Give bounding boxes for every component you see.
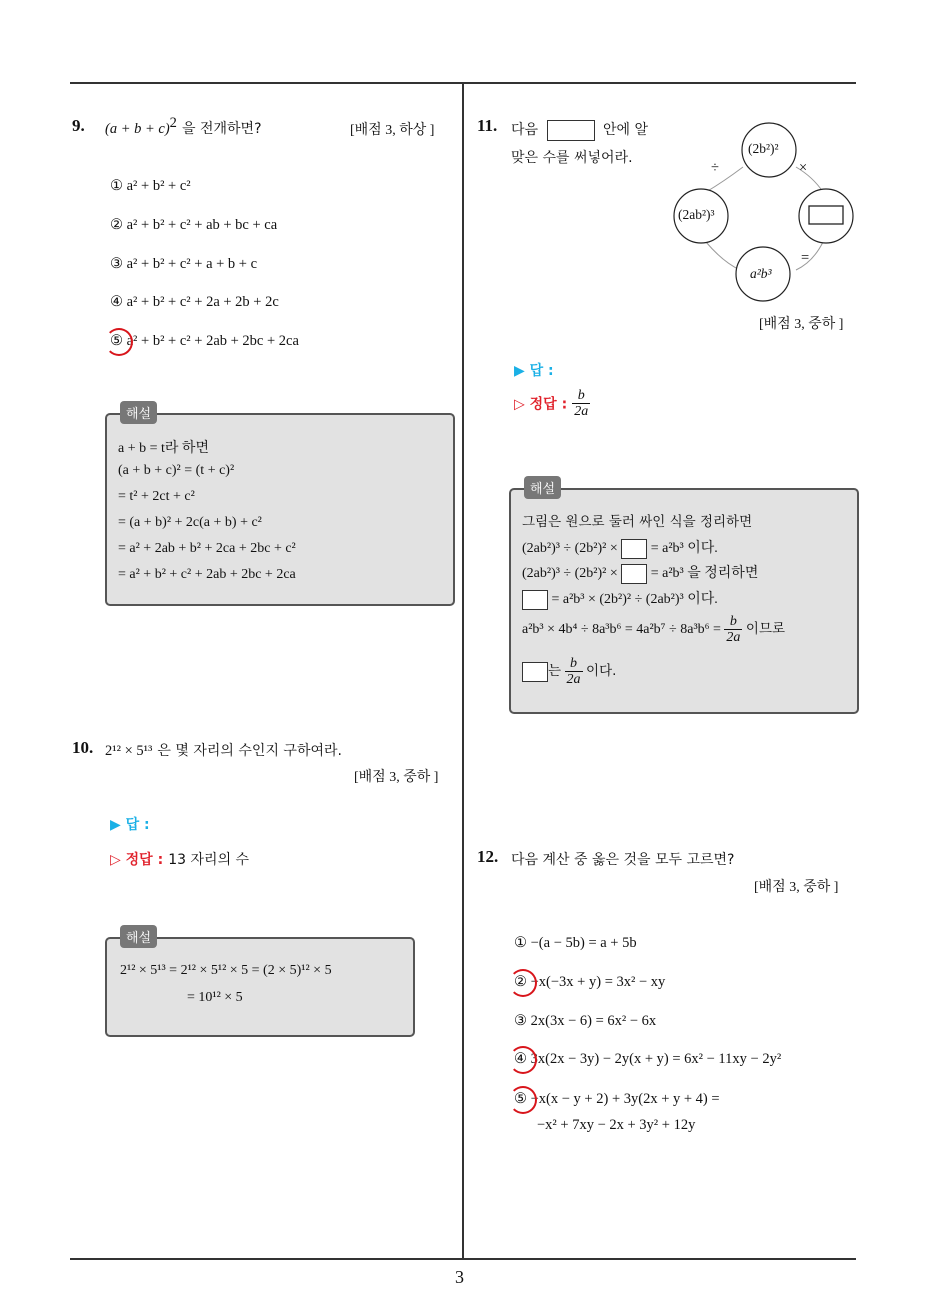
q9-explain-line: = a² + b² + c² + 2ab + 2bc + 2ca [118,567,296,582]
q10-stem-text: 은 몇 자리의 수인지 구하여라. [157,743,342,759]
q11-explain-line: (2ab²)³ ÷ (2b²)² × = a²b³ 이다. [522,537,718,559]
q11-correct-fraction: $\frac{b}{2a}$ [574,388,589,420]
q11-explain-blank [522,590,548,610]
q10-explain-line: = 10¹² × 5 [187,990,243,1005]
bottom-rule [70,1258,856,1260]
q11-diagram-bottom-label: a²b³ [750,266,772,281]
q11-diagram-left-label: (2ab²)³ [678,207,715,222]
q10-correct-answer [110,849,249,869]
q11-stem-a: 다음 [511,122,539,138]
q10-explain-line: 2¹² × 5¹³ = 2¹² × 5¹² × 5 = (2 × 5)¹² × 5 [120,963,332,978]
q11-explain-blank [522,662,548,682]
q12-correct-mark-icon [509,1046,537,1074]
q11-explain-blank [621,564,647,584]
q9-explanation-label: 해설 [120,401,157,424]
q12-option-3[interactable]: ③ 2x(3x − 6) = 6x² − 6x [514,1013,657,1029]
q10-correct-label: ▷ 정답 : [110,852,164,868]
q11-tag: [배점 3, 중하 ] [759,317,844,332]
q9-correct-mark-icon [105,328,133,356]
q11-explanation-label: 해설 [524,476,561,499]
q11-op-div: ÷ [711,160,719,176]
q9-option-4[interactable]: ④ a² + b² + c² + 2a + 2b + 2c [110,294,279,310]
q10-stem-math: 2¹² × 5¹³ [105,743,153,759]
q10-number: 10. [72,738,94,757]
q9-tag: [배점 3, 하상 ] [350,123,435,138]
q11-explain-line: = a²b³ × (2b²)² ÷ (2ab²)³ 이다. [522,588,718,610]
q11-stem-c: 맞은 수를 써넣어라. [511,150,633,166]
page-number: 3 [455,1267,464,1287]
q9-stem-exp: 2 [169,115,177,131]
q12-correct-mark-icon [509,1086,537,1114]
q12-option-5[interactable]: ⑤ −x(x − y + 2) + 3y(2x + y + 4) = [514,1091,720,1107]
q11-diagram-blank [809,206,843,224]
q12-correct-mark-icon [509,969,537,997]
q11-blank-box[interactable] [547,120,595,141]
column-divider [462,83,464,1258]
q11-explain-line: (2ab²)³ ÷ (2b²)² × = a²b³ 을 정리하면 [522,562,758,584]
q11-correct-answer [514,388,590,420]
q9-option-1[interactable]: ① a² + b² + c² [110,178,191,194]
q10-explanation-box [105,937,415,1037]
q11-stem-line1 [511,119,648,141]
q10-correct-value: 13 자리의 수 [168,852,250,868]
q9-number: 9. [72,116,85,135]
q9-option-3[interactable]: ③ a² + b² + c² + a + b + c [110,256,258,272]
q9-explain-line: = a² + 2ab + b² + 2ca + 2bc + c² [118,541,296,556]
q12-number: 12. [477,847,499,866]
q12-option-4[interactable]: ④ 3x(2x − 3y) − 2y(x + y) = 6x² − 11xy − 2y² [514,1051,782,1067]
q11-op-eq: = [801,250,810,266]
q11-explain-fraction: $\frac{b}{2a}$ [726,614,741,646]
q9-stem [105,115,262,138]
q10-explanation-label: 해설 [120,925,157,948]
q11-diagram-top-label: (2b²)² [748,141,779,156]
q11-stem-b: 안에 알 [602,122,648,138]
q11-explain-blank [621,539,647,559]
q11-explain-line: 그림은 원으로 둘러 싸인 식을 정리하면 [522,514,753,530]
q9-explain-line: = t² + 2ct + c² [118,489,195,504]
q11-op-mul: × [799,160,808,176]
q10-answer-label: ▶ 답 : [110,817,150,833]
q12-option-2[interactable]: ② −x(−3x + y) = 3x² − xy [514,974,666,990]
q12-tag: [배점 3, 중하 ] [754,880,839,895]
q12-option-5-continued: −x² + 7xy − 2x + 3y² + 12y [537,1117,696,1133]
q9-option-5[interactable]: ⑤ a² + b² + c² + 2ab + 2bc + 2ca [110,333,299,349]
q11-explain-fraction: $\frac{b}{2a}$ [566,656,581,688]
q11-answer-label: ▶ 답 : [514,363,554,379]
q9-explain-line: (a + b + c)² = (t + c)² [118,463,235,478]
q11-explain-line: 는 $\frac{b}{2a}$ 이다. [522,656,616,688]
q9-explain-line: a + b = t라 하면 [118,441,209,456]
q9-explain-line: = (a + b)² + 2c(a + b) + c² [118,515,262,530]
q12-option-1[interactable]: ① −(a − 5b) = a + 5b [514,935,637,951]
q12-stem: 다음 계산 중 옳은 것을 모두 고르면? [511,852,735,868]
q10-stem [105,740,342,760]
q11-explain-line: a²b³ × 4b⁴ ÷ 8a³b⁶ = 4a²b⁷ ÷ 8a³b⁶ = $\frac{b}{2a}$ 이므로 [522,614,786,646]
q9-option-2[interactable]: ② a² + b² + c² + ab + bc + ca [110,217,278,233]
q9-stem-text: 을 전개하면? [182,121,262,137]
q11-number: 11. [477,116,498,135]
q10-tag: [배점 3, 중하 ] [354,770,439,785]
q11-correct-label: ▷ 정답 : [514,396,568,413]
q9-stem-math: (a + b + c) [105,121,170,137]
